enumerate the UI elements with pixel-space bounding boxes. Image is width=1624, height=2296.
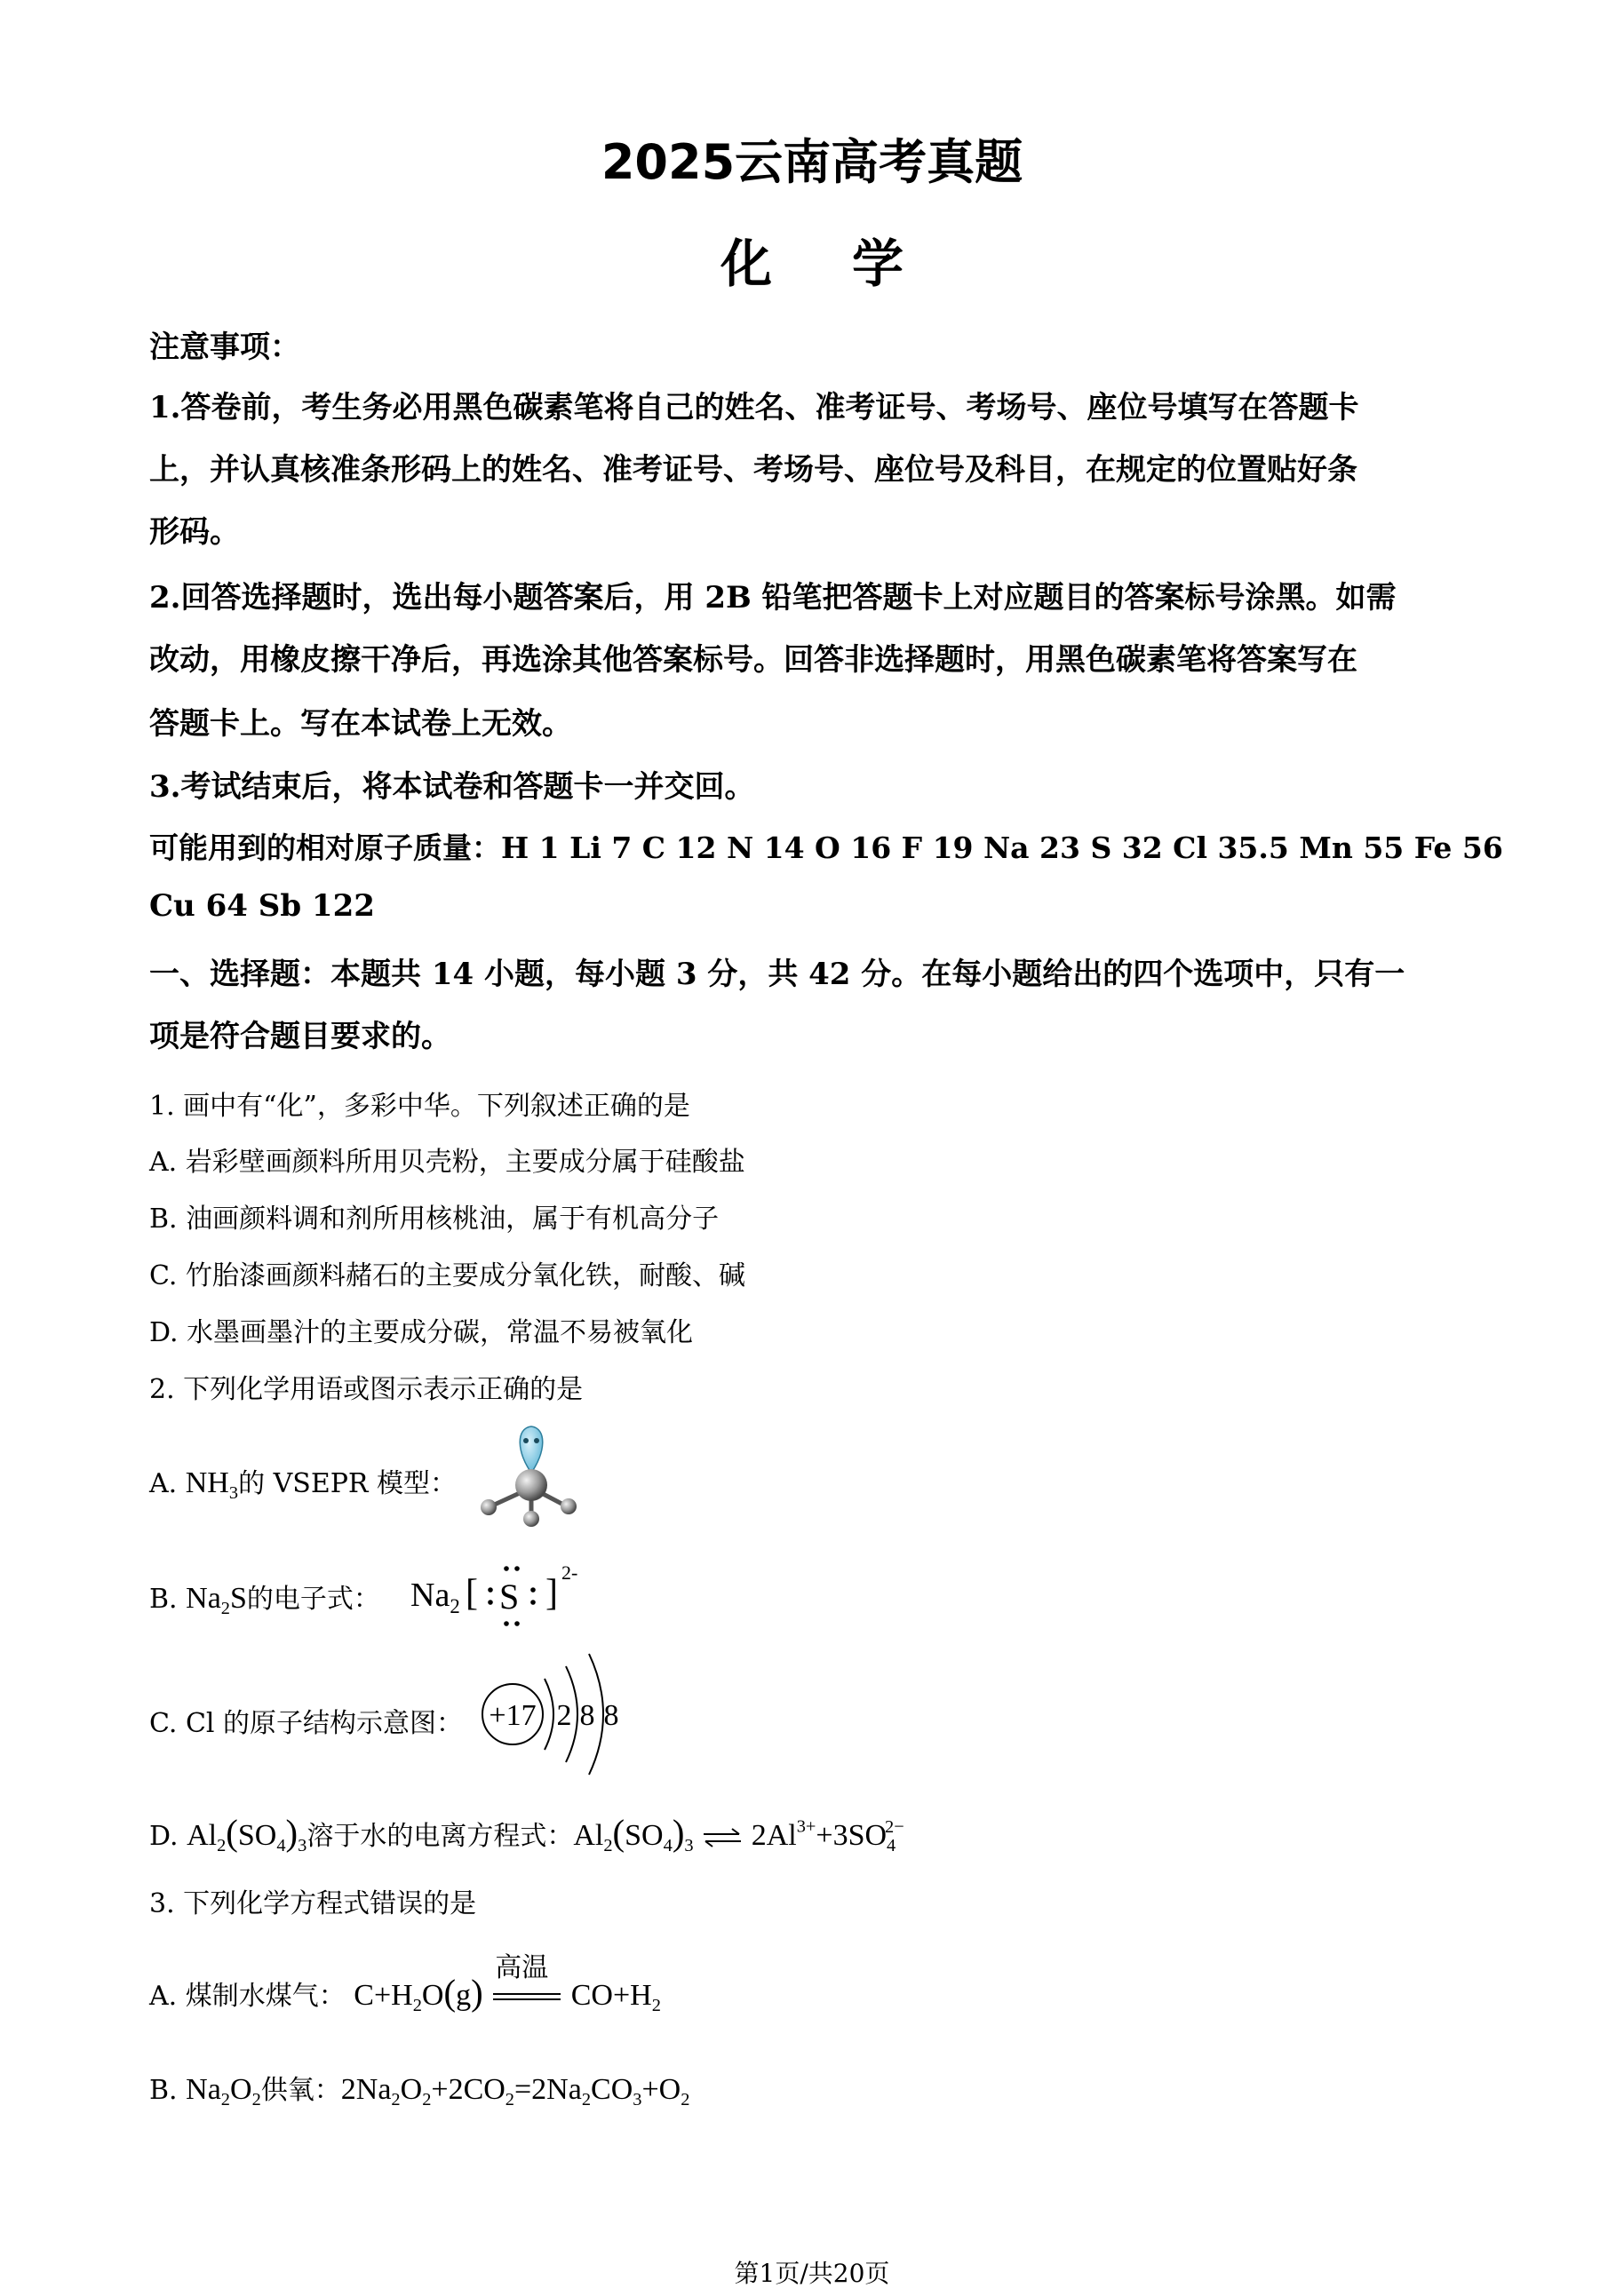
- q1-option-c: C. 竹胎漆画颜料赭石的主要成分氧化铁，耐酸、碱: [149, 1260, 745, 1291]
- condition-text: 高温: [495, 1952, 549, 1983]
- atomic-masses: 可能用到的相对原子质量：H 1 Li 7 C 12 N 14 O 16 F 19 Na 23 S 32 Cl 35.5 Mn 55 Fe 56: [149, 830, 1503, 865]
- q3-option-b: B. $Na_2O_2$供氧：$2Na_2O_2+2CO_2=2Na_2CO_3+O_2$: [149, 2073, 690, 2110]
- sulfur-symbol: S: [499, 1577, 520, 1617]
- option-label: A.: [149, 1468, 178, 1499]
- lone-pair-lobe: [520, 1426, 543, 1473]
- nucleus-charge: +17: [489, 1699, 537, 1732]
- atomic-structure-diagram: [475, 1643, 626, 1785]
- q3-stem: 3. 下列化学方程式错误的是: [149, 1888, 477, 1919]
- equation-na2o2: $2Na_2O_2+2CO_2=2Na_2CO_3+O_2$: [340, 2073, 690, 2110]
- formula-al2so43: $Al_2(SO_4)_3$: [187, 1813, 307, 1856]
- q2-option-b: B. $Na_2S$的电子式：: [149, 1582, 380, 1619]
- option-label: B.: [149, 1584, 178, 1615]
- notice-line: 形码。: [149, 514, 240, 550]
- lone-pair-dot: [523, 1438, 529, 1443]
- shell-electrons: 8: [579, 1699, 595, 1732]
- option-label: D.: [149, 1821, 179, 1852]
- q2-option-c: C. Cl 的原子结构示意图：: [149, 1708, 464, 1739]
- formula-nh3: $NH_3$: [185, 1466, 239, 1504]
- formula-na2o2: $Na_2O_2$: [186, 2073, 261, 2110]
- equation-water-gas: $C+H_2O(g)$: [354, 1973, 483, 2016]
- electron-dots: [474, 1561, 545, 1633]
- q1-option-a: A. 岩彩壁画颜料所用贝壳粉，主要成分属于硅酸盐: [149, 1147, 745, 1178]
- section-heading-cont: 项是符合题目要求的。: [149, 1019, 451, 1054]
- bracket-right: ]: [545, 1573, 558, 1614]
- notice-heading: 注意事项：: [149, 330, 300, 365]
- h-atom: [523, 1511, 539, 1527]
- shell-arc: [545, 1679, 553, 1750]
- h-atom: [561, 1498, 577, 1514]
- notice-line: 2.回答选择题时，选出每小题答案后，用 2B 铅笔把答题卡上对应题目的答案标号涂黑。如需: [149, 580, 1397, 616]
- q3-option-a: A. 煤制水煤气： $C+H_2O(g)$ 高温 $CO+H_2$: [149, 1972, 661, 2016]
- notice-line: 3.考试结束后，将本试卷和答题卡一并交回。: [149, 769, 755, 805]
- vsepr-model-diagram: [471, 1421, 604, 1528]
- q1-option-d: D. 水墨画墨汁的主要成分碳，常温不易被氧化: [149, 1317, 694, 1348]
- reversible-arrow-icon: [702, 1827, 743, 1848]
- lone-pair-dot: [534, 1438, 539, 1443]
- exam-title: 2025云南高考真题: [601, 134, 1023, 190]
- subject-title: 化学: [720, 234, 983, 294]
- electron-formula: $Na_2$ [ S ] 2-: [410, 1561, 588, 1633]
- equation-products: $CO+H_2$: [570, 1979, 661, 2016]
- page-footer: 第1页/共20页: [734, 2259, 890, 2288]
- reaction-condition: [491, 1952, 562, 2011]
- equation-rhs: $2Al^{3+}+3SO_4^{2-}$: [751, 1816, 904, 1856]
- bracket-left: [: [466, 1573, 478, 1614]
- atomic-masses-cont: Cu 64 Sb 122: [149, 888, 375, 924]
- q1-option-b: B. 油画颜料调和剂所用核桃油，属于有机高分子: [149, 1204, 720, 1235]
- shell-electrons: 8: [603, 1699, 619, 1732]
- notice-line: 1.答卷前，考生务必用黑色碳素笔将自己的姓名、准考证号、考场号、座位号填写在答题卡: [149, 390, 1359, 425]
- equation-lhs: $Al_2(SO_4)_3$: [573, 1813, 694, 1856]
- notice-line: 答题卡上。写在本试卷上无效。: [149, 706, 572, 742]
- equals-sign-icon: [491, 1991, 562, 2002]
- central-atom: [515, 1469, 547, 1501]
- formula-na2s: $Na_2S$: [186, 1582, 247, 1619]
- q2-option-d: D. $Al_2(SO_4)_3$溶于水的电离方程式：$Al_2(SO_4)_3$ $2Al^{3+}+3SO_4^{2-}$: [149, 1813, 904, 1856]
- q2-stem: 2. 下列化学用语或图示表示正确的是: [149, 1374, 584, 1405]
- section-heading: 一、选择题：本题共 14 小题，每小题 3 分，共 42 分。在每小题给出的四个选项中，只有一: [149, 957, 1405, 992]
- notice-line: 上，并认真核准条形码上的姓名、准考证号、考场号、座位号及科目，在规定的位置贴好条: [149, 452, 1357, 488]
- h-atom: [481, 1499, 497, 1515]
- shell-electrons: 2: [556, 1699, 572, 1732]
- notice-line: 改动，用橡皮擦干净后，再选涂其他答案标号。回答非选择题时，用黑色碳素笔将答案写在: [149, 642, 1357, 678]
- q1-stem: 1. 画中有“化”，多彩中华。下列叙述正确的是: [149, 1091, 690, 1122]
- ion-charge: 2-: [561, 1561, 578, 1584]
- q2-option-a: A. $NH_3$的 VSEPR 模型：: [149, 1466, 458, 1504]
